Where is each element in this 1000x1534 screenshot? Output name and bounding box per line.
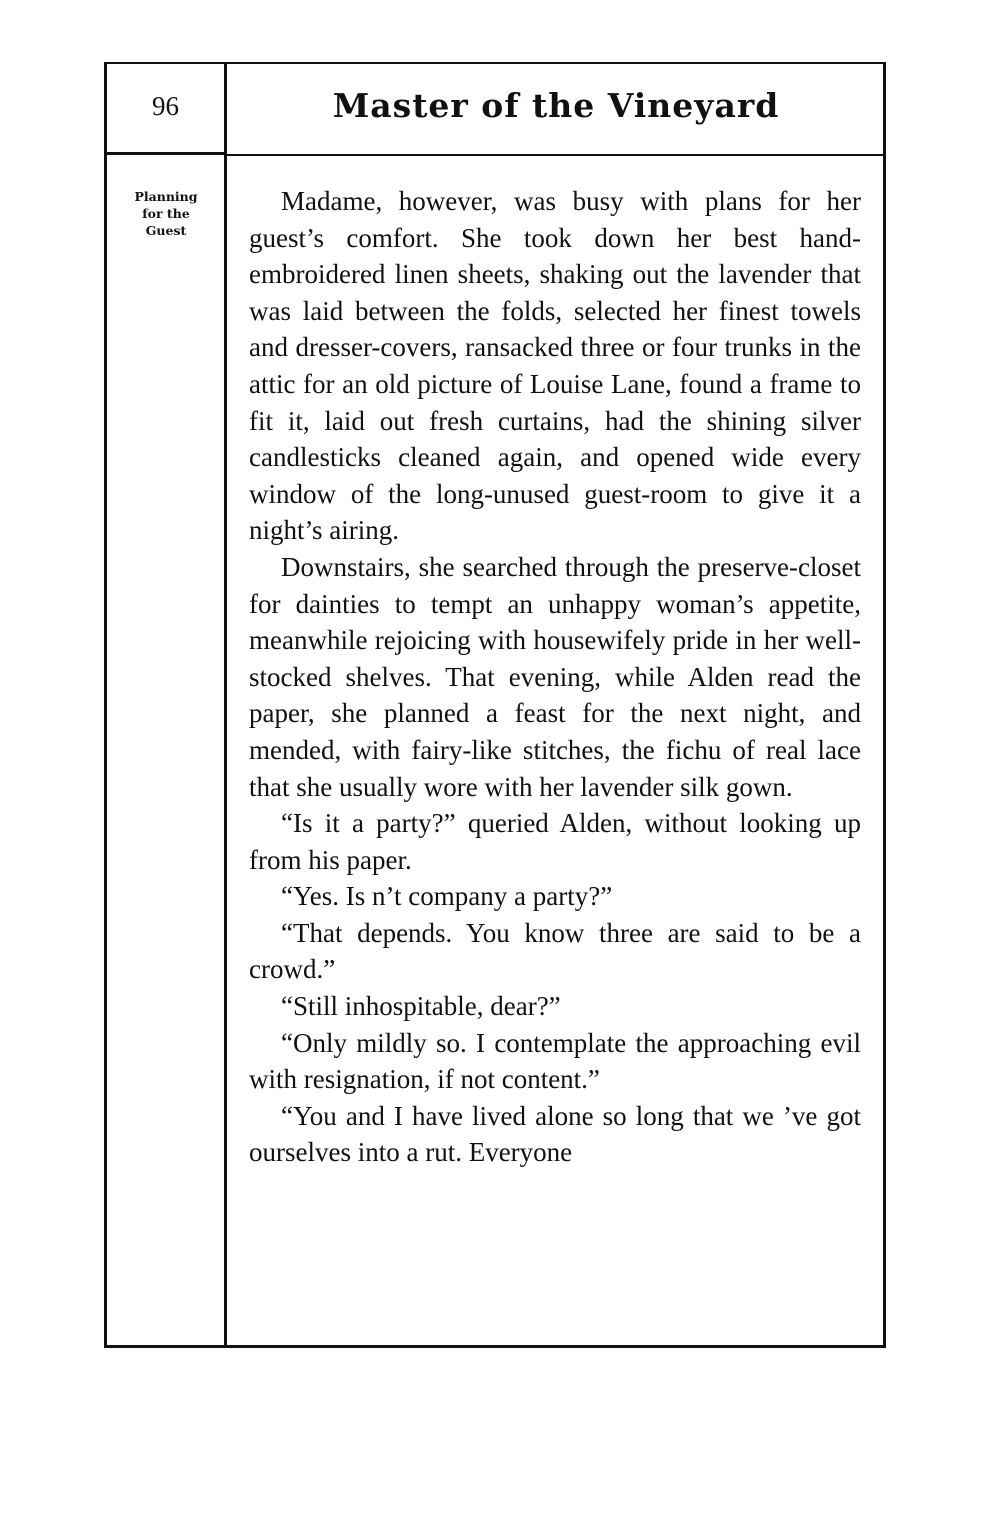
paragraph: “Only mildly so. I contemplate the approaching evil with resignation, if not content.”: [249, 1027, 861, 1095]
paragraph: “Yes. Is n’t company a party?”: [281, 881, 613, 912]
paragraph: “That depends. You know three are said to be a crowd.”: [249, 917, 861, 985]
column-divider: [224, 62, 227, 1348]
header-rule-right: [226, 154, 886, 156]
running-title: Master of the Vineyard: [332, 86, 780, 125]
header-rule-left: [104, 152, 226, 155]
body-text: [249, 183, 861, 1171]
paragraph: “You and I have lived alone so long that we ’ve got ourselves into a rut. Everyone: [249, 1100, 861, 1168]
paragraph: Madame, however, was busy with plans for her guest’s comfort. She took down her best hand-embroidered linen sheets, shaking out the lavender that was laid between the folds, selected her finest towels and dresser-covers, ransacked three or four trunks in the attic for an old picture of Louise Lane, found a frame to fit it, laid out fresh curtains, had the shining silver candlesticks cleaned again, and opened wide every window of the long-unused guest-room to give it a night’s airing.: [249, 186, 861, 546]
margin-note-line: Planning: [134, 189, 198, 204]
margin-note-line: for the: [142, 206, 190, 221]
paragraph: “Still inhospitable, dear?”: [281, 991, 561, 1022]
paragraph: “Is it a party?” queried Alden, without looking up from his paper.: [249, 808, 861, 875]
paragraph: Downstairs, she searched through the preserve-closet for dainties to tempt an unhappy woman’s appetite, meanwhile rejoicing with housewifely pride in her well-stocked shelves. That evening, while Alden read the paper, she planned a feast for the next night, and mended, with fairy-like stitches, the fichu of real lace that she usually wore with her lavender silk gown.: [249, 551, 861, 802]
margin-note-line: Guest: [145, 223, 187, 238]
margin-note: [108, 188, 224, 239]
page-number: 96: [152, 91, 179, 121]
